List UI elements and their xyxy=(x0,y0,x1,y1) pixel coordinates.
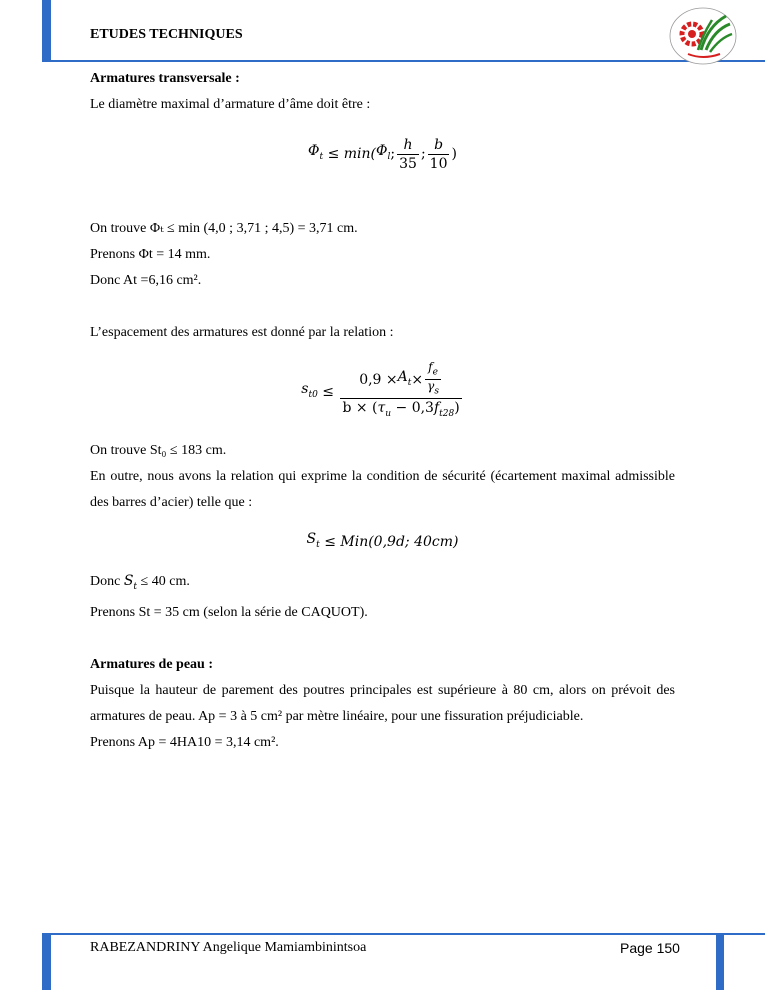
header-rule xyxy=(42,60,765,62)
footer-left-bar xyxy=(42,933,51,990)
page-number: Page 150 xyxy=(620,940,680,956)
section-heading-transversal: Armatures transversale : xyxy=(90,71,240,86)
result-min-line: On trouve Φₜ ≤ min (4,0 ; 3,71 ; 4,5) = 3,71 cm. xyxy=(90,221,358,236)
max-spacing-result-line: Donc $S_t \le 40$ cm. xyxy=(90,573,190,592)
footer-right-bar xyxy=(716,933,724,990)
equation-spacing: $s_{t0}$ ≤ 0,9 × $A_t$ × $\frac{f_e}{\gamma_s}$ $b \times (\tau_u - 0,3f_{t28})$ xyxy=(90,346,675,438)
spacing-result-line: On trouve St₀ ≤ 183 cm. xyxy=(90,443,227,458)
skin-choice-line: Prenons Ap = 4HA10 = 3,14 cm². xyxy=(90,734,279,750)
skin-reinforcement-paragraph: Puisque la hauteur de parement des poutres principales est supérieure à 80 cm, alors on prévoit des armatures de peau. Ap = 3 à 5 cm² par mètre linéaire, pour une fissuration préjudiciable. xyxy=(90,682,675,724)
security-condition-paragraph: En outre, nous avons la relation qui exprime la condition de sécurité (écartement maximal admissible des barres d’acier) telle que : xyxy=(90,469,675,510)
page-header-title: ETUDES TECHNIQUES xyxy=(90,27,243,42)
section-heading-skin: Armatures de peau : xyxy=(90,656,214,672)
footer-author: RABEZANDRINY Angelique Mamiambinintsoa xyxy=(90,940,367,955)
spacing-choice-line: Prenons St = 35 cm (selon la série de CAQUOT). xyxy=(90,604,368,620)
section-area-line: Donc At =6,16 cm². xyxy=(90,273,202,288)
footer-rule xyxy=(42,933,765,935)
intro-text: Le diamètre maximal d’armature d’âme doit être : xyxy=(90,97,371,112)
equation-diameter: $\Phi_t$ ≤ min( $\Phi_l$ ; $\frac{h}{35}$ ; $\frac{b}{10}$ ) xyxy=(308,136,457,172)
spacing-intro-line: L’espacement des armatures est donné par la relation : xyxy=(90,325,394,340)
institution-logo xyxy=(668,6,738,66)
equation-max-spacing: $S_t$ ≤ Min(0,9d; 40cm) xyxy=(306,531,459,550)
header-left-bar xyxy=(42,0,51,62)
page-content xyxy=(90,66,675,756)
diameter-choice-line: Prenons Φt = 14 mm. xyxy=(90,247,211,262)
